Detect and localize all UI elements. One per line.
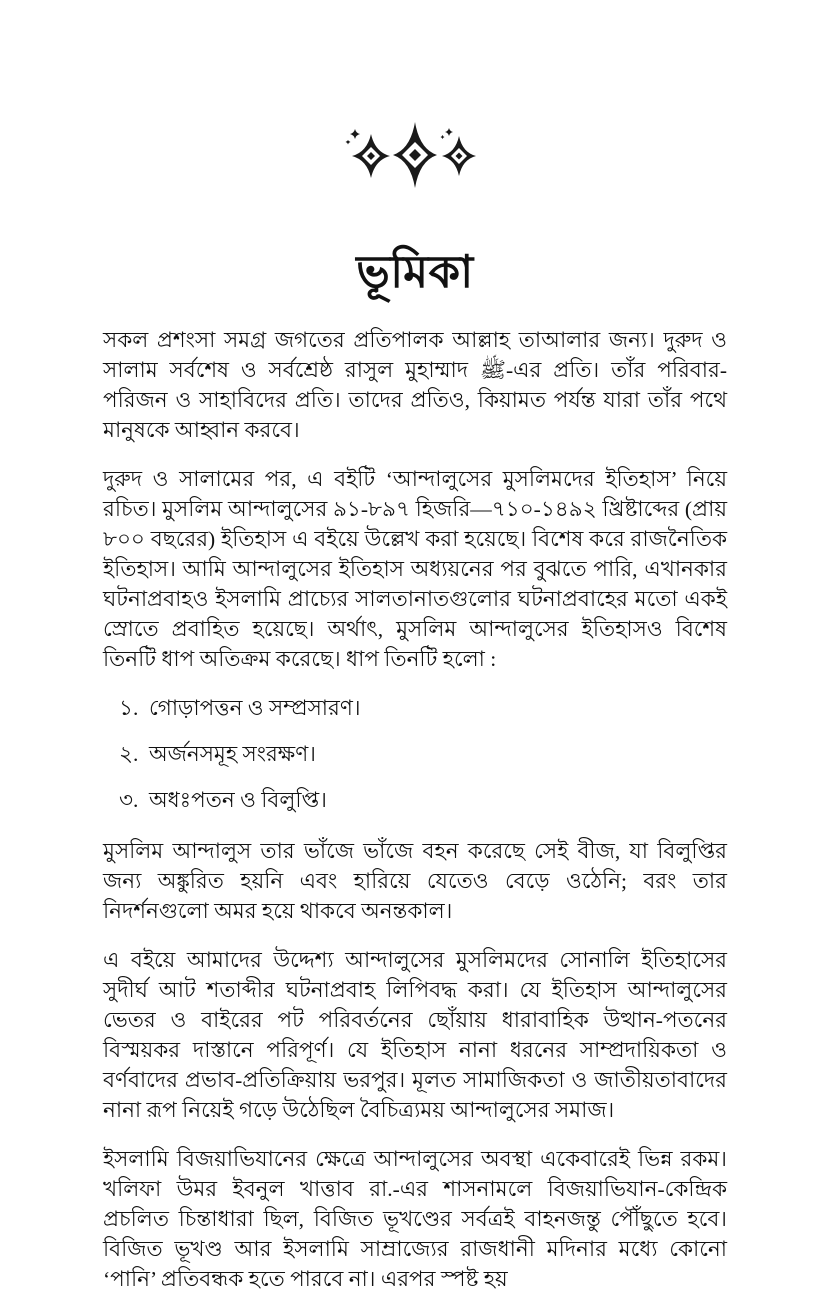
paragraph-5: ইসলামি বিজয়াভিযানের ক্ষেত্রে আন্দালুসের অবস্থা একেবারেই ভিন্ন রকম। খলিফা উমর ইবনুল খাত্তাব রা.-এর শাসনামলে বিজয়াভিযান-কেন্দ্রিক প্রচলিত চিন্তাধারা ছিল, বিজিত ভূখণ্ডের সর্বত্রই বাহনজন্তু পৌঁছুতে হবে। বিজিত ভূখণ্ড আর ইসলামি সাম্রাজ্যের রাজধানী মদিনার মধ্যে কোনো ‘পানি’ প্রতিবন্ধক হতে পারবে না। এরপর স্পষ্ট হয় xyxy=(103,1147,727,1291)
list-number: ৩. xyxy=(119,788,139,812)
numbered-list xyxy=(103,693,727,815)
chapter-title: ভূমিকা xyxy=(356,247,474,297)
list-number: ১. xyxy=(119,696,139,720)
body-text xyxy=(103,325,727,1294)
three-star-divider-icon xyxy=(345,120,485,190)
paragraph-4: এ বইয়ে আমাদের উদ্দেশ্য আন্দালুসের মুসলিমদের সোনালি ইতিহাসের সুদীর্ঘ আট শতাব্দীর ঘটনাপ্রবাহ লিপিবদ্ধ করা। যে ইতিহাস আন্দালুসের ভেতর ও বাইরের পট পরিবর্তনের ছোঁয়ায় ধারাবাহিক উত্থান-পতনের বিস্ময়কর দাস্তানে পরিপূর্ণ। যে ইতিহাস নানা ধরনের সাম্প্রদায়িকতা ও বর্ণবাদের প্রভাব-প্রতিক্রিয়ায় ভরপুর। মূলত সামাজিকতা ও জাতীয়তাবাদের নানা রূপ নিয়েই গড়ে উঠেছিল বৈচিত্র্যময় আন্দালুসের সমাজ। xyxy=(103,948,727,1122)
list-item-text: গোড়াপত্তন ও সম্প্রসারণ। xyxy=(149,696,361,720)
list-item-2 xyxy=(103,739,727,769)
list-item-text: অর্জনসমূহ সংরক্ষণ। xyxy=(149,742,316,766)
ornament-divider xyxy=(103,0,727,195)
list-item-text: অধঃপতন ও বিলুপ্তি। xyxy=(149,788,327,812)
list-item-1 xyxy=(103,693,727,723)
paragraph-3: মুসলিম আন্দালুস তার ভাঁজে ভাঁজে বহন করেছে সেই বীজ, যা বিলুপ্তির জন্য অঙ্কুরিত হয়নি এবং হারিয়ে যেতেও বেড়ে ওঠেনি; বরং তার নিদর্শনগুলো অমর হয়ে থাকবে অনন্তকাল। xyxy=(103,839,727,923)
paragraph-2: দুরুদ ও সালামের পর, এ বইটি ‘আন্দালুসের মুসলিমদের ইতিহাস’ নিয়ে রচিত। মুসলিম আন্দালুসের ৯১-৮৯৭ হিজরি—৭১০-১৪৯২ খ্রিষ্টাব্দের (প্রায় ৮০০ বছরের) ইতিহাস এ বইয়ে উল্লেখ করা হয়েছে। বিশেষ করে রাজনৈতিক ইতিহাস। আমি আন্দালুসের ইতিহাস অধ্যয়নের পর বুঝতে পারি, এখানকার ঘটনাপ্রবাহও ইসলামি প্রাচ্যের সালতানাতগুলোর ঘটনাপ্রবাহের মতো একই স্রোতে প্রবাহিত হয়েছে। অর্থাৎ, মুসলিম আন্দালুসের ইতিহাসও বিশেষ তিনটি ধাপ অতিক্রম করেছে। ধাপ তিনটি হলো : xyxy=(103,467,727,671)
paragraph-1: সকল প্রশংসা সমগ্র জগতের প্রতিপালক আল্লাহ তাআলার জন্য। দুরুদ ও সালাম সর্বশেষ ও সর্বশ্রেষ্ঠ রাসুল মুহাম্মাদ ﷺ-এর প্রতি। তাঁর পরিবার-পরিজন ও সাহাবিদের প্রতি। তাদের প্রতিও, কিয়ামত পর্যন্ত যারা তাঁর পথে মানুষকে আহ্বান করবে। xyxy=(103,328,727,442)
list-item-3 xyxy=(103,785,727,815)
list-number: ২. xyxy=(119,742,139,766)
